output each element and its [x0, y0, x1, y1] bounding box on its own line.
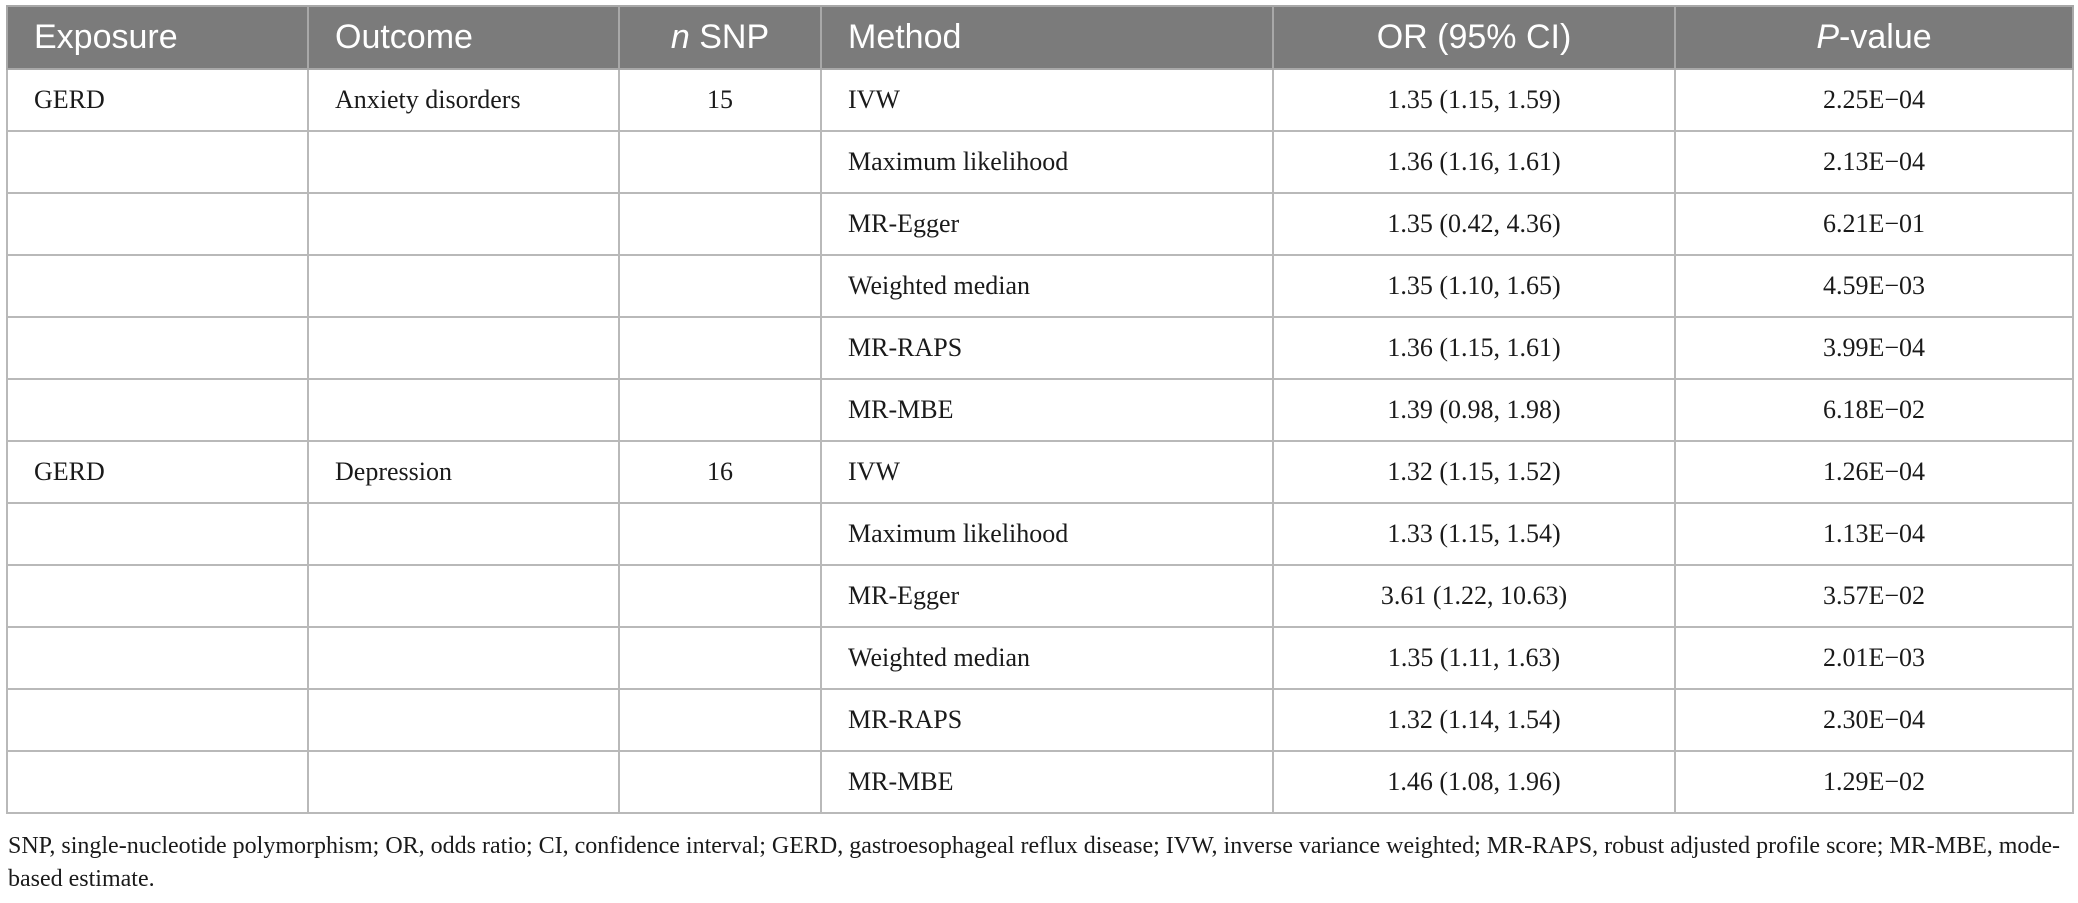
cell-or: 1.32 (1.15, 1.52)	[1273, 441, 1675, 503]
cell-p-value: 1.26E−04	[1675, 441, 2073, 503]
cell-outcome	[308, 317, 619, 379]
table-row	[7, 751, 2073, 813]
cell-exposure: GERD	[7, 69, 308, 131]
cell-p-value: 2.13E−04	[1675, 131, 2073, 193]
header-n-snp-rest: SNP	[689, 18, 770, 56]
table-row	[7, 317, 2073, 379]
cell-exposure	[7, 255, 308, 317]
table-row	[7, 131, 2073, 193]
cell-method: Maximum likelihood	[821, 131, 1273, 193]
cell-outcome: Anxiety disorders	[308, 69, 619, 131]
cell-or: 1.46 (1.08, 1.96)	[1273, 751, 1675, 813]
cell-or: 1.32 (1.14, 1.54)	[1273, 689, 1675, 751]
cell-exposure	[7, 689, 308, 751]
cell-or: 1.39 (0.98, 1.98)	[1273, 379, 1675, 441]
cell-p-value: 3.99E−04	[1675, 317, 2073, 379]
cell-outcome	[308, 689, 619, 751]
header-method: Method	[821, 6, 1273, 69]
cell-n-snp	[619, 751, 821, 813]
cell-n-snp: 16	[619, 441, 821, 503]
table-row	[7, 255, 2073, 317]
table-body	[7, 69, 2073, 813]
cell-method: MR-Egger	[821, 565, 1273, 627]
table-row	[7, 69, 2073, 131]
cell-or: 1.33 (1.15, 1.54)	[1273, 503, 1675, 565]
header-or: OR (95% CI)	[1273, 6, 1675, 69]
cell-method: MR-RAPS	[821, 317, 1273, 379]
cell-outcome	[308, 503, 619, 565]
cell-n-snp: 15	[619, 69, 821, 131]
table-footnote: SNP, single-nucleotide polymorphism; OR, odds ratio; CI, confidence interval; GERD, gastroesophageal reflux disease; IVW, inverse variance weighted; MR-RAPS, robust adjusted profile score; MR-MBE, mode-based estimate.	[8, 833, 2061, 892]
cell-method: Weighted median	[821, 627, 1273, 689]
cell-p-value: 3.57E−02	[1675, 565, 2073, 627]
results-table-container	[6, 5, 2072, 814]
table-row	[7, 503, 2073, 565]
cell-n-snp	[619, 317, 821, 379]
table-row	[7, 565, 2073, 627]
cell-n-snp	[619, 193, 821, 255]
header-p-value-rest: -value	[1839, 18, 1932, 56]
cell-outcome	[308, 193, 619, 255]
cell-n-snp	[619, 131, 821, 193]
cell-exposure: GERD	[7, 441, 308, 503]
table-row	[7, 193, 2073, 255]
cell-outcome	[308, 379, 619, 441]
cell-exposure	[7, 317, 308, 379]
cell-p-value: 2.30E−04	[1675, 689, 2073, 751]
cell-method: MR-RAPS	[821, 689, 1273, 751]
cell-outcome	[308, 565, 619, 627]
cell-outcome	[308, 751, 619, 813]
cell-p-value: 2.01E−03	[1675, 627, 2073, 689]
cell-exposure	[7, 193, 308, 255]
cell-n-snp	[619, 379, 821, 441]
cell-method: MR-Egger	[821, 193, 1273, 255]
cell-method: MR-MBE	[821, 379, 1273, 441]
header-exposure: Exposure	[7, 6, 308, 69]
cell-n-snp	[619, 565, 821, 627]
header-p-value	[1675, 6, 2073, 69]
cell-or: 1.35 (1.10, 1.65)	[1273, 255, 1675, 317]
header-p-value-italic: P	[1816, 18, 1840, 56]
cell-exposure	[7, 379, 308, 441]
cell-outcome	[308, 255, 619, 317]
cell-method: Maximum likelihood	[821, 503, 1273, 565]
header-row	[7, 6, 2073, 69]
cell-or: 1.35 (0.42, 4.36)	[1273, 193, 1675, 255]
header-n-snp-italic: n	[670, 18, 690, 56]
cell-or: 1.36 (1.15, 1.61)	[1273, 317, 1675, 379]
table-header	[7, 6, 2073, 69]
cell-method: MR-MBE	[821, 751, 1273, 813]
cell-or: 1.36 (1.16, 1.61)	[1273, 131, 1675, 193]
header-n-snp	[619, 6, 821, 69]
cell-or: 3.61 (1.22, 10.63)	[1273, 565, 1675, 627]
cell-n-snp	[619, 503, 821, 565]
cell-exposure	[7, 131, 308, 193]
cell-p-value: 1.13E−04	[1675, 503, 2073, 565]
cell-n-snp	[619, 689, 821, 751]
cell-method: IVW	[821, 69, 1273, 131]
cell-outcome	[308, 627, 619, 689]
cell-n-snp	[619, 627, 821, 689]
cell-exposure	[7, 503, 308, 565]
table-row	[7, 689, 2073, 751]
cell-or: 1.35 (1.15, 1.59)	[1273, 69, 1675, 131]
cell-n-snp	[619, 255, 821, 317]
cell-exposure	[7, 565, 308, 627]
cell-exposure	[7, 627, 308, 689]
header-outcome: Outcome	[308, 6, 619, 69]
cell-method: IVW	[821, 441, 1273, 503]
cell-exposure	[7, 751, 308, 813]
cell-p-value: 2.25E−04	[1675, 69, 2073, 131]
table-row	[7, 379, 2073, 441]
cell-p-value: 4.59E−03	[1675, 255, 2073, 317]
mr-results-table	[6, 5, 2074, 814]
cell-p-value: 1.29E−02	[1675, 751, 2073, 813]
cell-or: 1.35 (1.11, 1.63)	[1273, 627, 1675, 689]
cell-method: Weighted median	[821, 255, 1273, 317]
table-row	[7, 441, 2073, 503]
cell-p-value: 6.21E−01	[1675, 193, 2073, 255]
table-row	[7, 627, 2073, 689]
cell-outcome: Depression	[308, 441, 619, 503]
cell-outcome	[308, 131, 619, 193]
cell-p-value: 6.18E−02	[1675, 379, 2073, 441]
